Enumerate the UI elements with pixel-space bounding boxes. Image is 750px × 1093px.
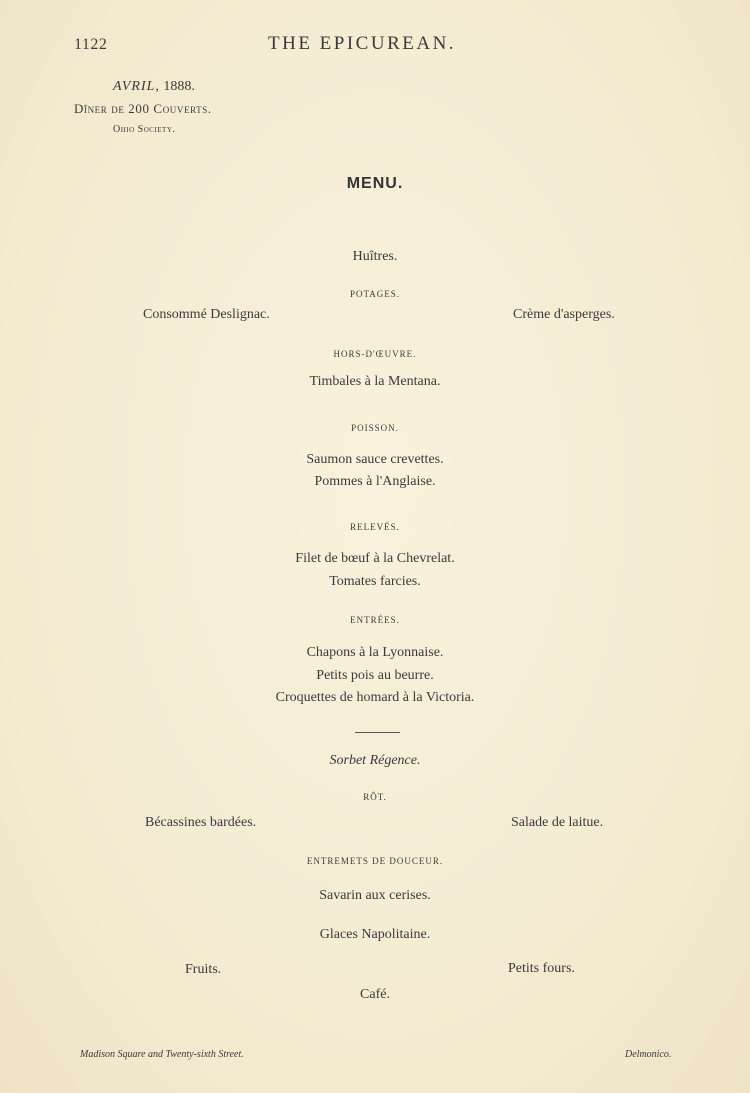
dish-cafe: Café. xyxy=(360,987,390,1002)
dish-releve-2: Tomates farcies. xyxy=(329,574,421,589)
menu-title: MENU. xyxy=(346,175,404,192)
dish-poisson-2: Pommes à l'Anglaise. xyxy=(314,474,436,489)
dish-entree-1: Chapons à la Lyonnaise. xyxy=(306,645,444,660)
heading-poisson: POISSON. xyxy=(351,423,399,433)
section-divider xyxy=(355,732,400,733)
heading-potages: POTAGES. xyxy=(349,289,401,299)
dish-releve-1: Filet de bœuf à la Chevrelat. xyxy=(295,551,455,566)
dish-dessert-right: Petits fours. xyxy=(508,961,575,976)
page-number: 1122 xyxy=(74,36,108,53)
heading-rot: RÔT. xyxy=(363,792,387,802)
dish-potage-left: Consommé Deslignac. xyxy=(143,307,270,322)
event-month: AVRIL, xyxy=(113,79,160,94)
heading-entremets: ENTREMETS DE DOUCEUR. xyxy=(306,856,444,866)
dish-rot-right: Salade de laitue. xyxy=(511,815,604,830)
running-title: THE EPICUREAN. xyxy=(268,33,457,54)
dish-entree-2: Petits pois au beurre. xyxy=(316,668,434,683)
event-date xyxy=(113,79,195,95)
event-year: 1888. xyxy=(163,79,195,94)
dish-poisson-1: Saumon sauce crevettes. xyxy=(306,452,444,467)
dish-sorbet: Sorbet Régence. xyxy=(329,753,421,768)
society-name: Ohio Society. xyxy=(113,124,176,135)
dish-entree-3: Croquettes de homard à la Victoria. xyxy=(275,690,475,705)
heading-hors-doeuvre: HORS-D'ŒUVRE. xyxy=(333,349,417,359)
dish-rot-left: Bécassines bardées. xyxy=(145,815,257,830)
dish-huitres: Huîtres. xyxy=(352,249,398,264)
dinner-description: Dîner de 200 Couverts. xyxy=(74,101,212,116)
heading-releves: RELEVÉS. xyxy=(350,522,400,532)
dish-entremets-1: Savarin aux cerises. xyxy=(319,888,431,903)
dish-entremets-2: Glaces Napolitaine. xyxy=(319,927,431,942)
dish-dessert-left: Fruits. xyxy=(185,962,222,977)
footer-address: Madison Square and Twenty-sixth Street. xyxy=(80,1049,244,1060)
dish-hors-doeuvre: Timbales à la Mentana. xyxy=(309,374,441,389)
heading-entrees: ENTRÉES. xyxy=(350,615,400,625)
footer-restaurant: Delmonico. xyxy=(625,1049,672,1060)
dish-potage-right: Crème d'asperges. xyxy=(513,307,615,322)
